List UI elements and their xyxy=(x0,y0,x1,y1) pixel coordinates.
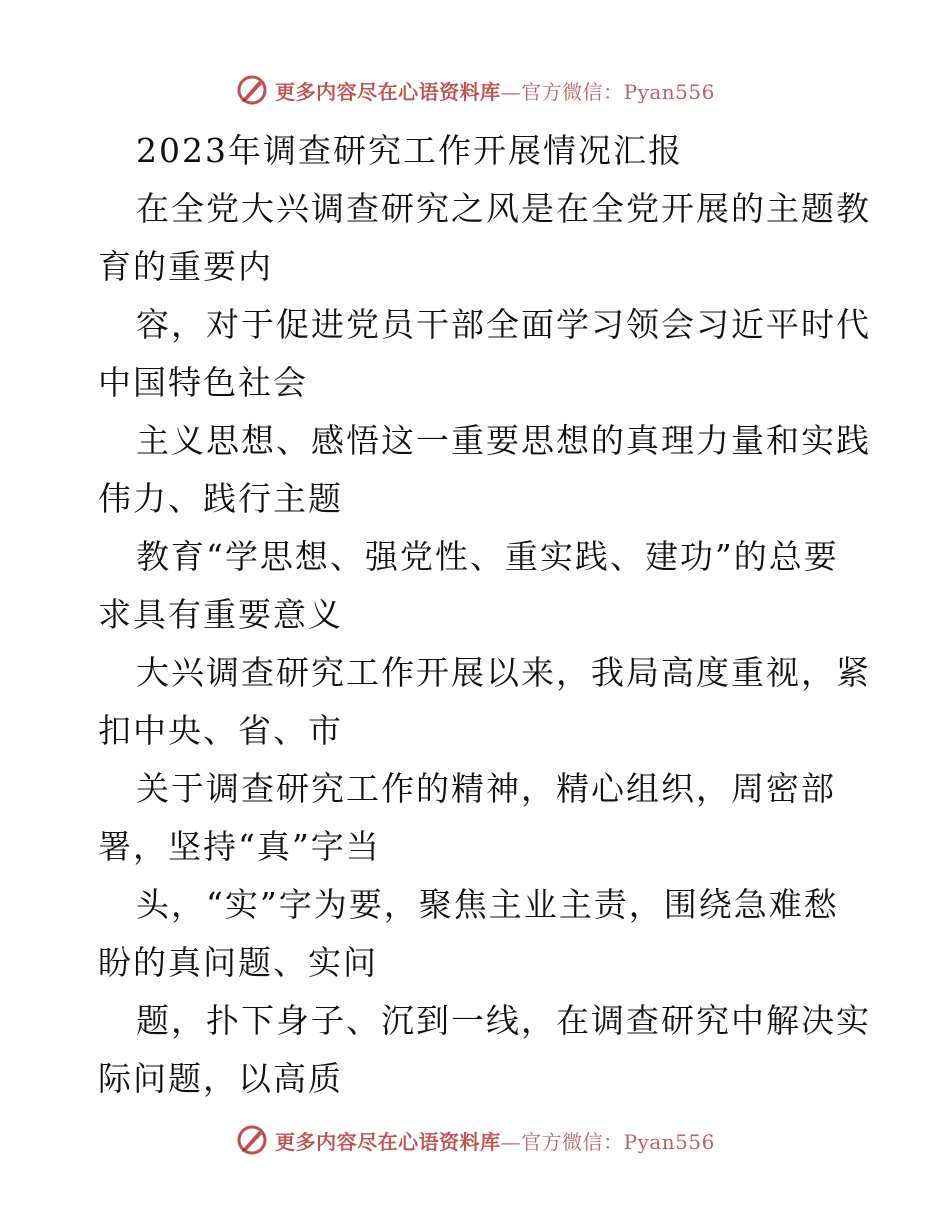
text-line: 题，扑下身子、沉到一线，在调查研究中解决实 xyxy=(136,1001,871,1040)
text-line: 头，“实”字为要，聚焦主业主责，围绕急难愁 xyxy=(136,885,839,924)
banner-text: 更多内容尽在心语资料库—官方微信：Pyan556 xyxy=(275,1129,715,1154)
text-line: 关于调查研究工作的精神，精心组织，周密部 xyxy=(136,769,836,808)
quill-logo-icon xyxy=(235,73,269,107)
quill-logo-icon xyxy=(235,1123,269,1157)
text-line: 扣中央、省、市 xyxy=(98,711,343,750)
document-body xyxy=(98,122,871,1108)
header-banner xyxy=(0,70,950,110)
text-line: 育的重要内 xyxy=(98,247,273,286)
document-title: 2023年调查研究工作开展情况汇报 xyxy=(136,131,683,170)
text-line: 求具有重要意义 xyxy=(98,595,343,634)
text-line: 中国特色社会 xyxy=(98,363,308,402)
text-line: 在全党大兴调查研究之风是在全党开展的主题教 xyxy=(136,189,871,228)
text-line: 大兴调查研究工作开展以来，我局高度重视，紧 xyxy=(136,653,871,692)
text-line: 盼的真问题、实问 xyxy=(98,943,378,982)
text-line: 容，对于促进党员干部全面学习领会习近平时代 xyxy=(136,305,871,344)
text-line: 伟力、践行主题 xyxy=(98,479,343,518)
banner-text: 更多内容尽在心语资料库—官方微信：Pyan556 xyxy=(275,79,715,104)
footer-banner xyxy=(0,1120,950,1160)
text-line: 署，坚持“真”字当 xyxy=(98,827,381,866)
text-line: 际问题，以高质 xyxy=(98,1059,343,1098)
text-line: 主义思想、感悟这一重要思想的真理力量和实践 xyxy=(136,421,871,460)
text-line: 教育“学思想、强党性、重实践、建功”的总要 xyxy=(136,537,839,576)
